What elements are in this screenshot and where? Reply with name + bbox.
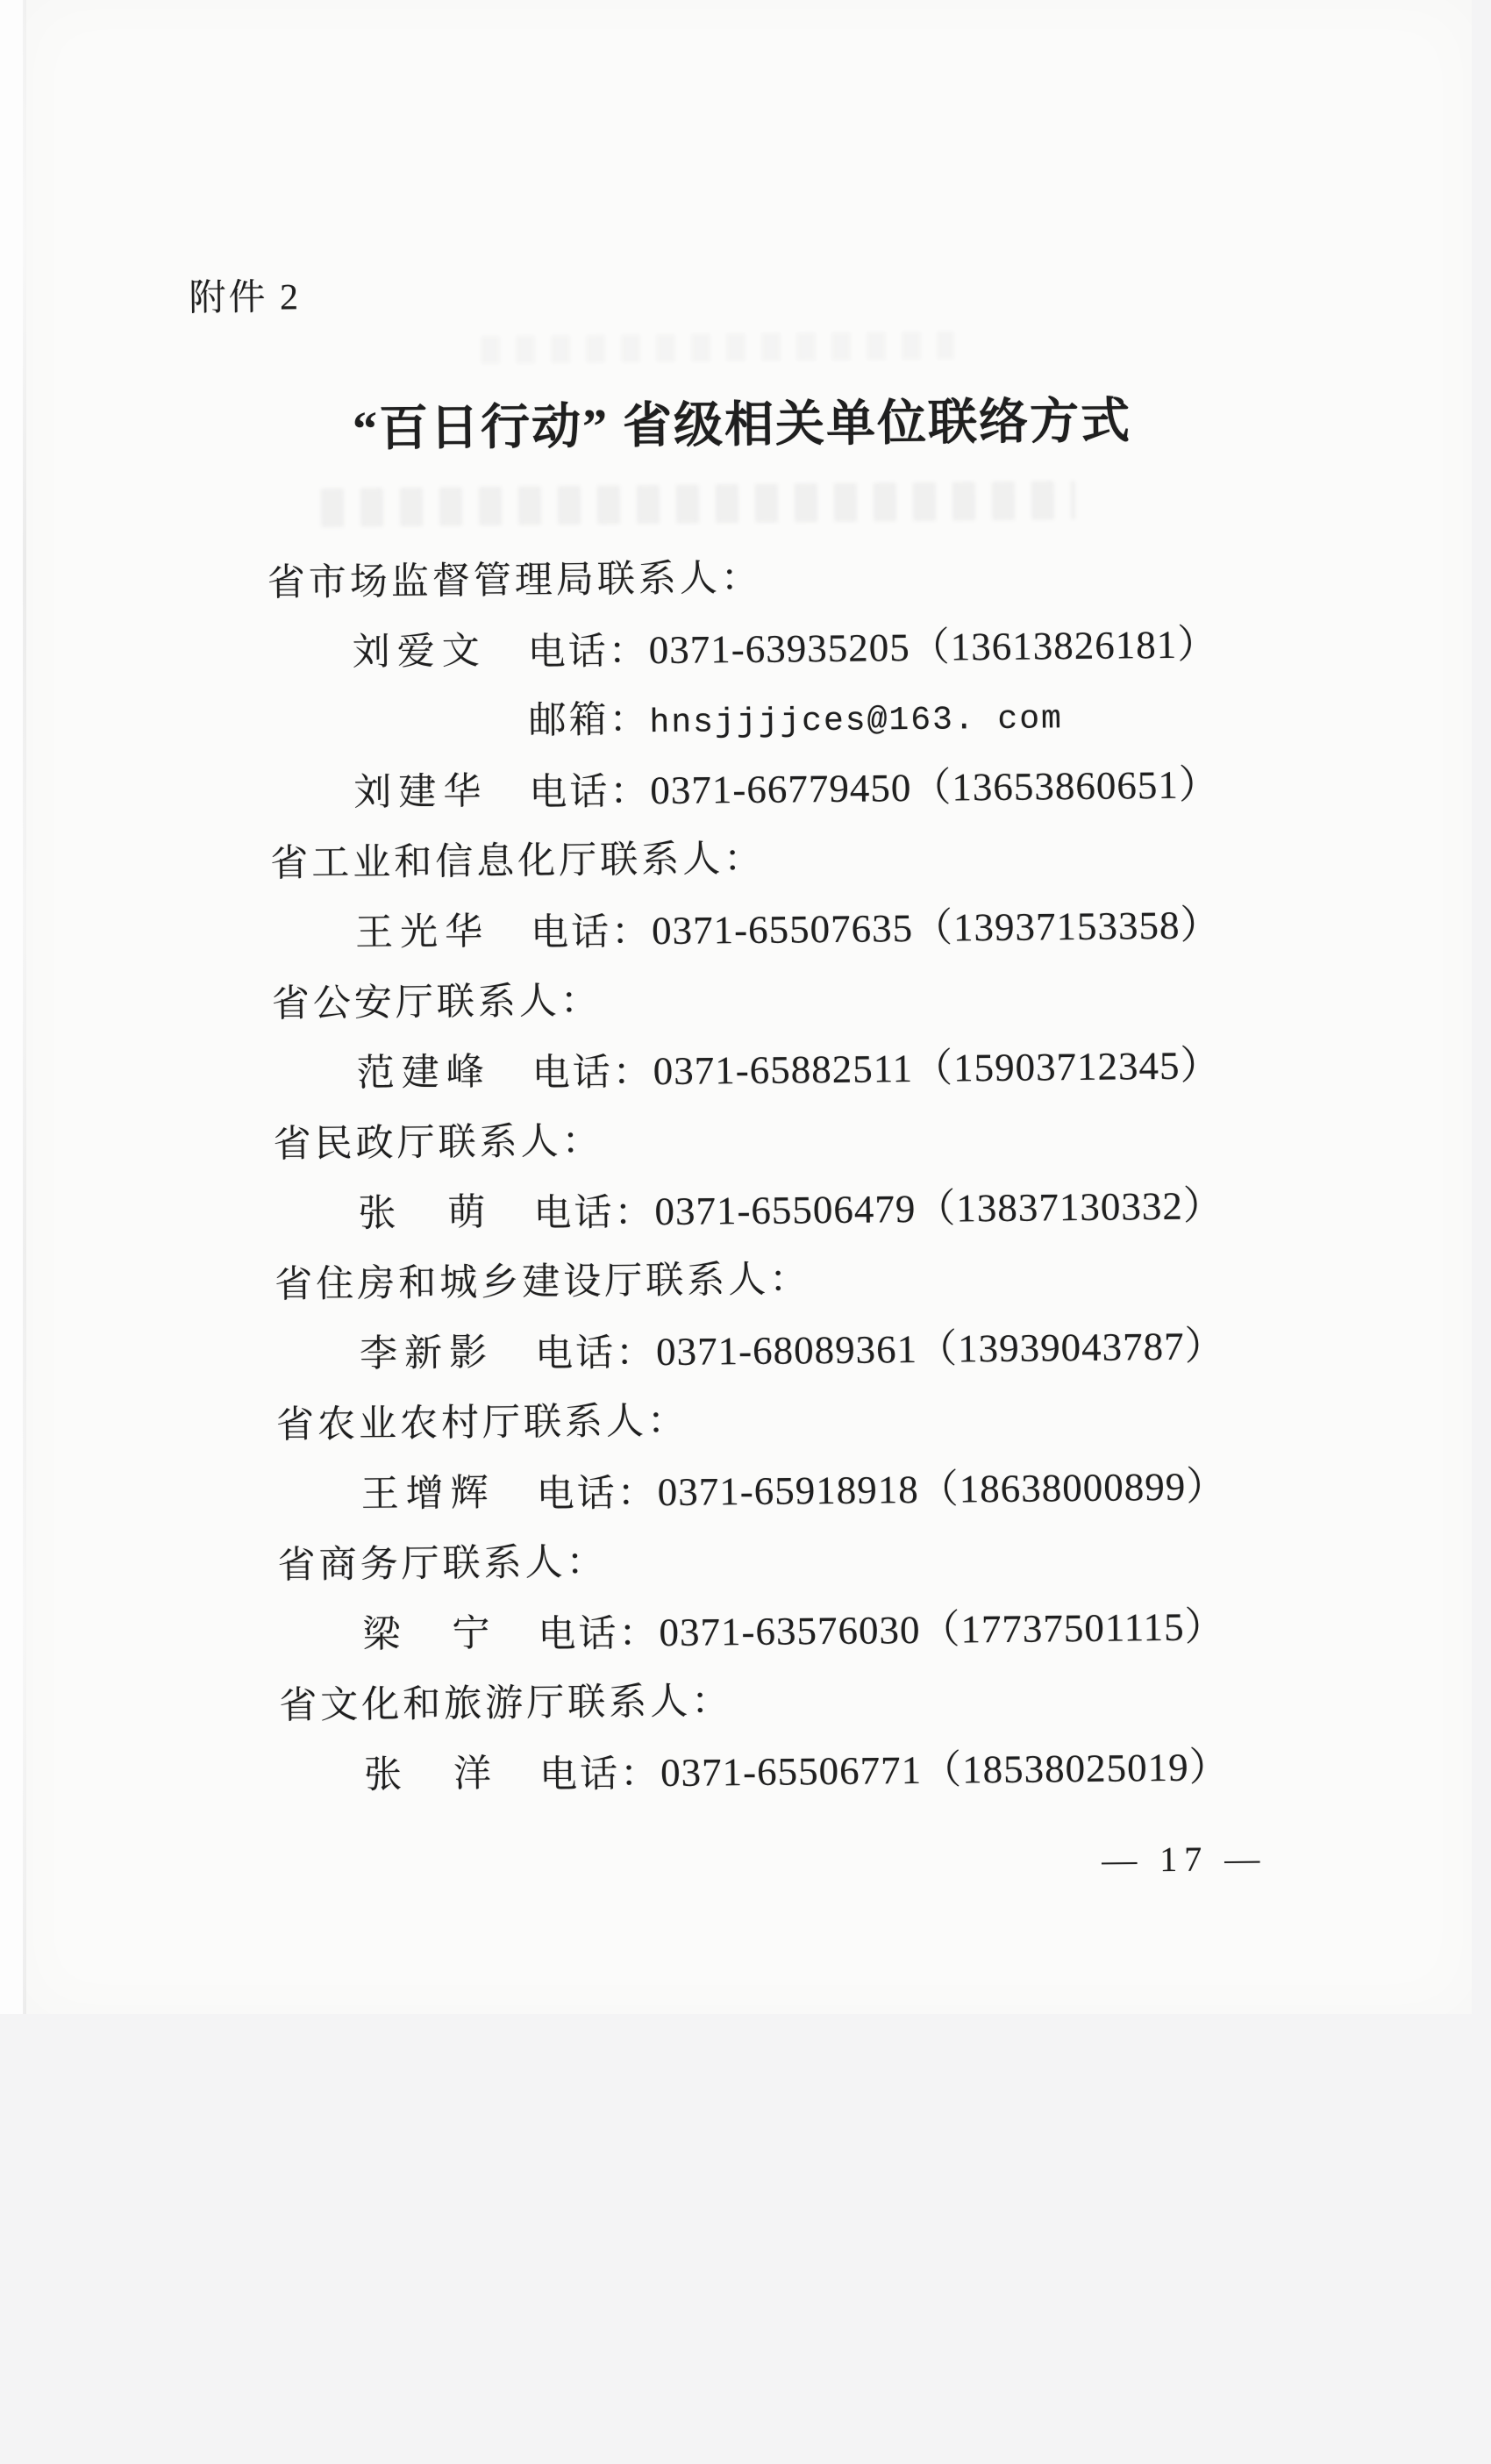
phone-number: 0371-65506771（18538025019） [660, 1745, 1230, 1796]
contact-name: 王光华 [354, 911, 490, 954]
section-header-line [0, 546, 1487, 611]
field-label: 电话： [539, 1753, 661, 1796]
contact-info [538, 1602, 1225, 1660]
section-header-line [0, 968, 1491, 1032]
section-header-line [4, 1389, 1491, 1453]
contact-name: 刘爱文 [352, 631, 487, 674]
email-address: hnsjjjjces@163. com [649, 700, 1064, 743]
contact-name: 王增辉 [360, 1473, 496, 1516]
section-header: 省文化和旅游厅联系人： [279, 1681, 733, 1727]
contact-line [4, 1318, 1491, 1383]
contact-info [529, 760, 1219, 818]
contact-info [531, 900, 1221, 958]
contact-info [535, 1321, 1225, 1379]
contact-info [528, 691, 1063, 749]
bleed-through-ghost [321, 481, 1075, 527]
page-number: — 17 — [1101, 1838, 1267, 1880]
contact-name: 范建峰 [356, 1052, 491, 1095]
phone-number: 0371-65506479（13837130332） [654, 1183, 1224, 1234]
section-header-line [0, 827, 1489, 892]
section-header-line [1, 1108, 1491, 1173]
phone-number: 0371-65507635（13937153358） [651, 903, 1221, 953]
section-header: 省住房和城乡建设厅联系人： [275, 1259, 811, 1306]
contact-info [536, 1461, 1226, 1519]
contact-info [533, 1181, 1223, 1239]
attachment-label: 附件 2 [189, 277, 302, 319]
section-header-line [3, 1248, 1491, 1313]
contact-name: 梁 宁 [362, 1613, 497, 1656]
section-header: 省商务厅联系人： [277, 1541, 608, 1587]
field-label: 邮箱： [528, 699, 650, 742]
field-label: 电话： [529, 771, 651, 814]
contact-email-line [0, 687, 1488, 752]
field-label: 电话： [534, 1332, 657, 1375]
contact-line [0, 757, 1489, 822]
contact-name: 李新影 [359, 1332, 495, 1375]
field-label: 电话： [530, 911, 653, 954]
section-header: 省农业农村厅联系人： [275, 1400, 689, 1446]
section-header: 省市场监督管理局联系人： [267, 557, 763, 604]
contact-line [0, 1038, 1491, 1103]
section-header: 省民政厅联系人： [273, 1120, 603, 1166]
section-header: 省公安厅联系人： [271, 980, 603, 1025]
phone-number: 0371-66779450（13653860651） [650, 762, 1220, 813]
contact-info [539, 1742, 1230, 1800]
field-label: 电话： [538, 1613, 660, 1656]
section-header: 省工业和信息化厅联系人： [269, 838, 766, 885]
phone-number: 0371-68089361（13939043787） [655, 1324, 1225, 1375]
document-title: “百日行动” 省级相关单位联络方式 [352, 394, 1132, 457]
contact-line [0, 897, 1490, 962]
field-label: 电话： [533, 1192, 655, 1235]
contact-line [6, 1599, 1491, 1664]
contact-name: 张 洋 [363, 1753, 499, 1796]
phone-number: 0371-65882511（15903712345） [653, 1043, 1221, 1094]
field-label: 电话： [527, 631, 649, 674]
contact-info [527, 619, 1217, 677]
contact-line [8, 1739, 1491, 1804]
contact-name: 刘建华 [353, 771, 489, 814]
section-header-line [5, 1529, 1491, 1594]
contact-name: 张 萌 [358, 1192, 493, 1235]
phone-number: 0371-63935205（13613826181） [648, 622, 1218, 673]
field-label: 电话： [531, 1052, 654, 1095]
contact-line [5, 1459, 1491, 1524]
bleed-through-ghost [481, 331, 954, 364]
contact-line [0, 617, 1487, 682]
section-header-line [7, 1669, 1491, 1734]
contact-info [531, 1040, 1220, 1098]
phone-number: 0371-65918918（18638000899） [657, 1464, 1227, 1515]
phone-number: 0371-63576030（17737501115） [659, 1604, 1225, 1655]
contact-line [2, 1178, 1491, 1243]
field-label: 电话： [536, 1473, 659, 1516]
